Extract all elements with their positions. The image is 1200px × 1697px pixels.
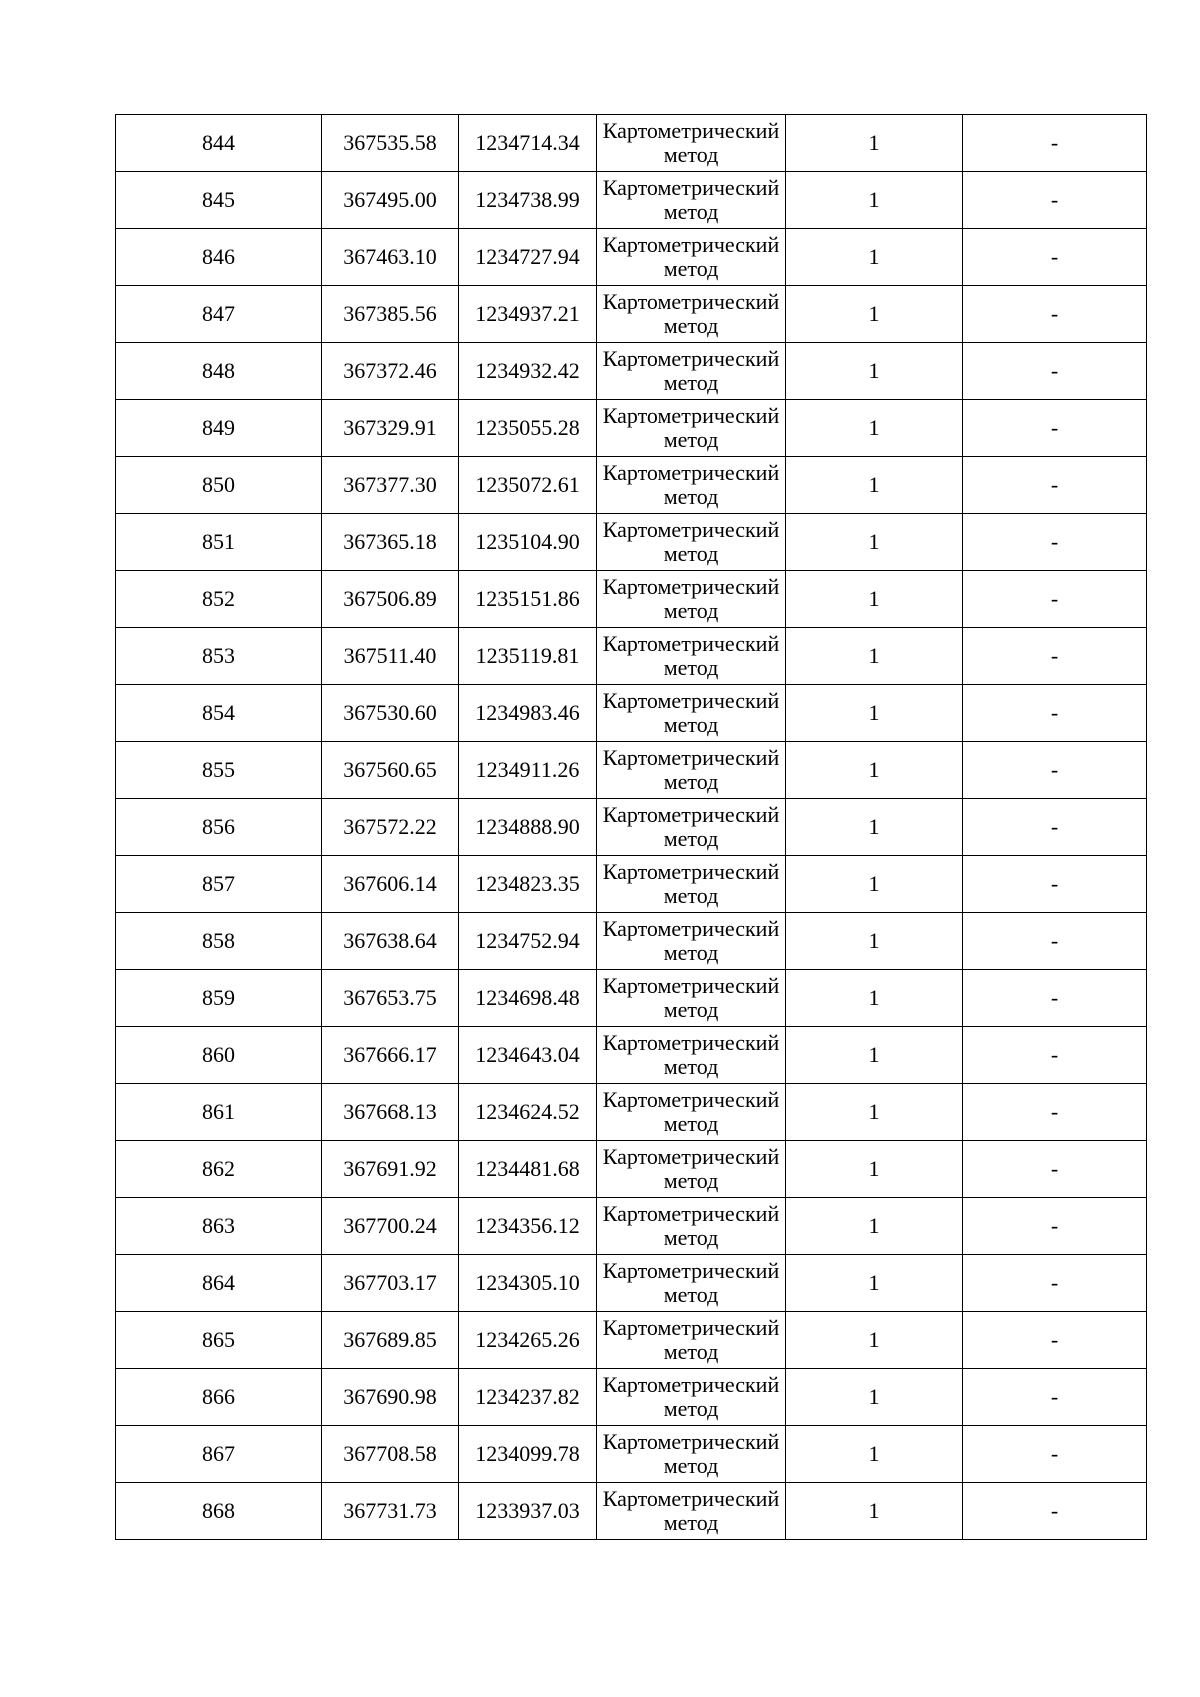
- point-number-cell: 854: [116, 685, 322, 742]
- method-cell: Картометрический метод: [597, 571, 786, 628]
- accuracy-cell: 1: [786, 172, 963, 229]
- x-coordinate-cell: 367703.17: [322, 1255, 459, 1312]
- table-row: [116, 1369, 1147, 1426]
- method-cell: Картометрический метод: [597, 628, 786, 685]
- x-coordinate-cell: 367653.75: [322, 970, 459, 1027]
- method-cell: Картометрический метод: [597, 1255, 786, 1312]
- accuracy-cell: 1: [786, 1255, 963, 1312]
- x-coordinate-cell: 367690.98: [322, 1369, 459, 1426]
- point-number-cell: 847: [116, 286, 322, 343]
- table-row: [116, 286, 1147, 343]
- accuracy-cell: 1: [786, 571, 963, 628]
- method-cell: Картометрический метод: [597, 1141, 786, 1198]
- x-coordinate-cell: 367731.73: [322, 1483, 459, 1540]
- method-cell: Картометрический метод: [597, 1312, 786, 1369]
- x-coordinate-cell: 367606.14: [322, 856, 459, 913]
- y-coordinate-cell: 1234752.94: [459, 913, 597, 970]
- note-cell: -: [963, 1198, 1147, 1255]
- note-cell: -: [963, 628, 1147, 685]
- table-row: [116, 856, 1147, 913]
- point-number-cell: 867: [116, 1426, 322, 1483]
- note-cell: -: [963, 343, 1147, 400]
- y-coordinate-cell: 1234237.82: [459, 1369, 597, 1426]
- accuracy-cell: 1: [786, 913, 963, 970]
- point-number-cell: 863: [116, 1198, 322, 1255]
- y-coordinate-cell: 1234356.12: [459, 1198, 597, 1255]
- table-row: [116, 1027, 1147, 1084]
- accuracy-cell: 1: [786, 856, 963, 913]
- x-coordinate-cell: 367668.13: [322, 1084, 459, 1141]
- table-row: [116, 628, 1147, 685]
- table-row: [116, 571, 1147, 628]
- point-number-cell: 864: [116, 1255, 322, 1312]
- point-number-cell: 853: [116, 628, 322, 685]
- note-cell: -: [963, 742, 1147, 799]
- accuracy-cell: 1: [786, 1369, 963, 1426]
- note-cell: -: [963, 1369, 1147, 1426]
- note-cell: -: [963, 1084, 1147, 1141]
- method-cell: Картометрический метод: [597, 457, 786, 514]
- note-cell: -: [963, 685, 1147, 742]
- y-coordinate-cell: 1234911.26: [459, 742, 597, 799]
- note-cell: -: [963, 1027, 1147, 1084]
- note-cell: -: [963, 856, 1147, 913]
- coordinates-table: [115, 114, 1147, 1540]
- y-coordinate-cell: 1234305.10: [459, 1255, 597, 1312]
- point-number-cell: 865: [116, 1312, 322, 1369]
- table-row: [116, 115, 1147, 172]
- note-cell: -: [963, 571, 1147, 628]
- x-coordinate-cell: 367511.40: [322, 628, 459, 685]
- table-row: [116, 1141, 1147, 1198]
- x-coordinate-cell: 367506.89: [322, 571, 459, 628]
- x-coordinate-cell: 367535.58: [322, 115, 459, 172]
- method-cell: Картометрический метод: [597, 343, 786, 400]
- note-cell: -: [963, 913, 1147, 970]
- table-row: [116, 343, 1147, 400]
- accuracy-cell: 1: [786, 400, 963, 457]
- x-coordinate-cell: 367495.00: [322, 172, 459, 229]
- table-row: [116, 400, 1147, 457]
- point-number-cell: 858: [116, 913, 322, 970]
- note-cell: -: [963, 400, 1147, 457]
- y-coordinate-cell: 1234643.04: [459, 1027, 597, 1084]
- y-coordinate-cell: 1234932.42: [459, 343, 597, 400]
- x-coordinate-cell: 367708.58: [322, 1426, 459, 1483]
- x-coordinate-cell: 367463.10: [322, 229, 459, 286]
- x-coordinate-cell: 367372.46: [322, 343, 459, 400]
- note-cell: -: [963, 799, 1147, 856]
- table-row: [116, 514, 1147, 571]
- point-number-cell: 852: [116, 571, 322, 628]
- x-coordinate-cell: 367377.30: [322, 457, 459, 514]
- method-cell: Картометрический метод: [597, 742, 786, 799]
- method-cell: Картометрический метод: [597, 685, 786, 742]
- method-cell: Картометрический метод: [597, 856, 786, 913]
- table-row: [116, 1312, 1147, 1369]
- y-coordinate-cell: 1234738.99: [459, 172, 597, 229]
- note-cell: -: [963, 457, 1147, 514]
- accuracy-cell: 1: [786, 457, 963, 514]
- table-row: [116, 1483, 1147, 1540]
- note-cell: -: [963, 514, 1147, 571]
- method-cell: Картометрический метод: [597, 514, 786, 571]
- y-coordinate-cell: 1234481.68: [459, 1141, 597, 1198]
- table-row: [116, 1084, 1147, 1141]
- method-cell: Картометрический метод: [597, 913, 786, 970]
- table-row: [116, 172, 1147, 229]
- y-coordinate-cell: 1234714.34: [459, 115, 597, 172]
- coordinates-table-body: [116, 115, 1147, 1540]
- note-cell: -: [963, 115, 1147, 172]
- x-coordinate-cell: 367638.64: [322, 913, 459, 970]
- y-coordinate-cell: 1234888.90: [459, 799, 597, 856]
- accuracy-cell: 1: [786, 628, 963, 685]
- method-cell: Картометрический метод: [597, 1483, 786, 1540]
- x-coordinate-cell: 367572.22: [322, 799, 459, 856]
- table-row: [116, 1255, 1147, 1312]
- point-number-cell: 848: [116, 343, 322, 400]
- method-cell: Картометрический метод: [597, 172, 786, 229]
- point-number-cell: 855: [116, 742, 322, 799]
- accuracy-cell: 1: [786, 343, 963, 400]
- method-cell: Картометрический метод: [597, 400, 786, 457]
- note-cell: -: [963, 970, 1147, 1027]
- point-number-cell: 849: [116, 400, 322, 457]
- accuracy-cell: 1: [786, 1027, 963, 1084]
- y-coordinate-cell: 1234983.46: [459, 685, 597, 742]
- point-number-cell: 846: [116, 229, 322, 286]
- x-coordinate-cell: 367385.56: [322, 286, 459, 343]
- note-cell: -: [963, 286, 1147, 343]
- method-cell: Картометрический метод: [597, 1084, 786, 1141]
- method-cell: Картометрический метод: [597, 1369, 786, 1426]
- point-number-cell: 866: [116, 1369, 322, 1426]
- table-row: [116, 913, 1147, 970]
- note-cell: -: [963, 1483, 1147, 1540]
- method-cell: Картометрический метод: [597, 115, 786, 172]
- table-row: [116, 457, 1147, 514]
- point-number-cell: 851: [116, 514, 322, 571]
- method-cell: Картометрический метод: [597, 970, 786, 1027]
- x-coordinate-cell: 367666.17: [322, 1027, 459, 1084]
- y-coordinate-cell: 1234698.48: [459, 970, 597, 1027]
- point-number-cell: 856: [116, 799, 322, 856]
- x-coordinate-cell: 367329.91: [322, 400, 459, 457]
- y-coordinate-cell: 1234727.94: [459, 229, 597, 286]
- method-cell: Картометрический метод: [597, 1027, 786, 1084]
- y-coordinate-cell: 1234823.35: [459, 856, 597, 913]
- note-cell: -: [963, 1141, 1147, 1198]
- accuracy-cell: 1: [786, 970, 963, 1027]
- table-row: [116, 685, 1147, 742]
- note-cell: -: [963, 229, 1147, 286]
- point-number-cell: 857: [116, 856, 322, 913]
- method-cell: Картометрический метод: [597, 799, 786, 856]
- accuracy-cell: 1: [786, 742, 963, 799]
- accuracy-cell: 1: [786, 685, 963, 742]
- x-coordinate-cell: 367530.60: [322, 685, 459, 742]
- accuracy-cell: 1: [786, 1141, 963, 1198]
- table-row: [116, 742, 1147, 799]
- table-row: [116, 799, 1147, 856]
- y-coordinate-cell: 1234624.52: [459, 1084, 597, 1141]
- x-coordinate-cell: 367689.85: [322, 1312, 459, 1369]
- x-coordinate-cell: 367691.92: [322, 1141, 459, 1198]
- method-cell: Картометрический метод: [597, 286, 786, 343]
- accuracy-cell: 1: [786, 1426, 963, 1483]
- y-coordinate-cell: 1234265.26: [459, 1312, 597, 1369]
- y-coordinate-cell: 1235104.90: [459, 514, 597, 571]
- y-coordinate-cell: 1234099.78: [459, 1426, 597, 1483]
- accuracy-cell: 1: [786, 514, 963, 571]
- y-coordinate-cell: 1235055.28: [459, 400, 597, 457]
- note-cell: -: [963, 1426, 1147, 1483]
- table-row: [116, 1198, 1147, 1255]
- method-cell: Картометрический метод: [597, 1426, 786, 1483]
- table-row: [116, 1426, 1147, 1483]
- accuracy-cell: 1: [786, 1312, 963, 1369]
- note-cell: -: [963, 1255, 1147, 1312]
- point-number-cell: 845: [116, 172, 322, 229]
- accuracy-cell: 1: [786, 1483, 963, 1540]
- accuracy-cell: 1: [786, 115, 963, 172]
- table-row: [116, 229, 1147, 286]
- accuracy-cell: 1: [786, 799, 963, 856]
- point-number-cell: 859: [116, 970, 322, 1027]
- y-coordinate-cell: 1234937.21: [459, 286, 597, 343]
- point-number-cell: 861: [116, 1084, 322, 1141]
- method-cell: Картометрический метод: [597, 1198, 786, 1255]
- y-coordinate-cell: 1235151.86: [459, 571, 597, 628]
- x-coordinate-cell: 367700.24: [322, 1198, 459, 1255]
- point-number-cell: 850: [116, 457, 322, 514]
- note-cell: -: [963, 172, 1147, 229]
- y-coordinate-cell: 1235072.61: [459, 457, 597, 514]
- table-row: [116, 970, 1147, 1027]
- x-coordinate-cell: 367560.65: [322, 742, 459, 799]
- point-number-cell: 860: [116, 1027, 322, 1084]
- note-cell: -: [963, 1312, 1147, 1369]
- point-number-cell: 862: [116, 1141, 322, 1198]
- y-coordinate-cell: 1235119.81: [459, 628, 597, 685]
- accuracy-cell: 1: [786, 286, 963, 343]
- y-coordinate-cell: 1233937.03: [459, 1483, 597, 1540]
- accuracy-cell: 1: [786, 229, 963, 286]
- x-coordinate-cell: 367365.18: [322, 514, 459, 571]
- point-number-cell: 868: [116, 1483, 322, 1540]
- accuracy-cell: 1: [786, 1084, 963, 1141]
- method-cell: Картометрический метод: [597, 229, 786, 286]
- accuracy-cell: 1: [786, 1198, 963, 1255]
- point-number-cell: 844: [116, 115, 322, 172]
